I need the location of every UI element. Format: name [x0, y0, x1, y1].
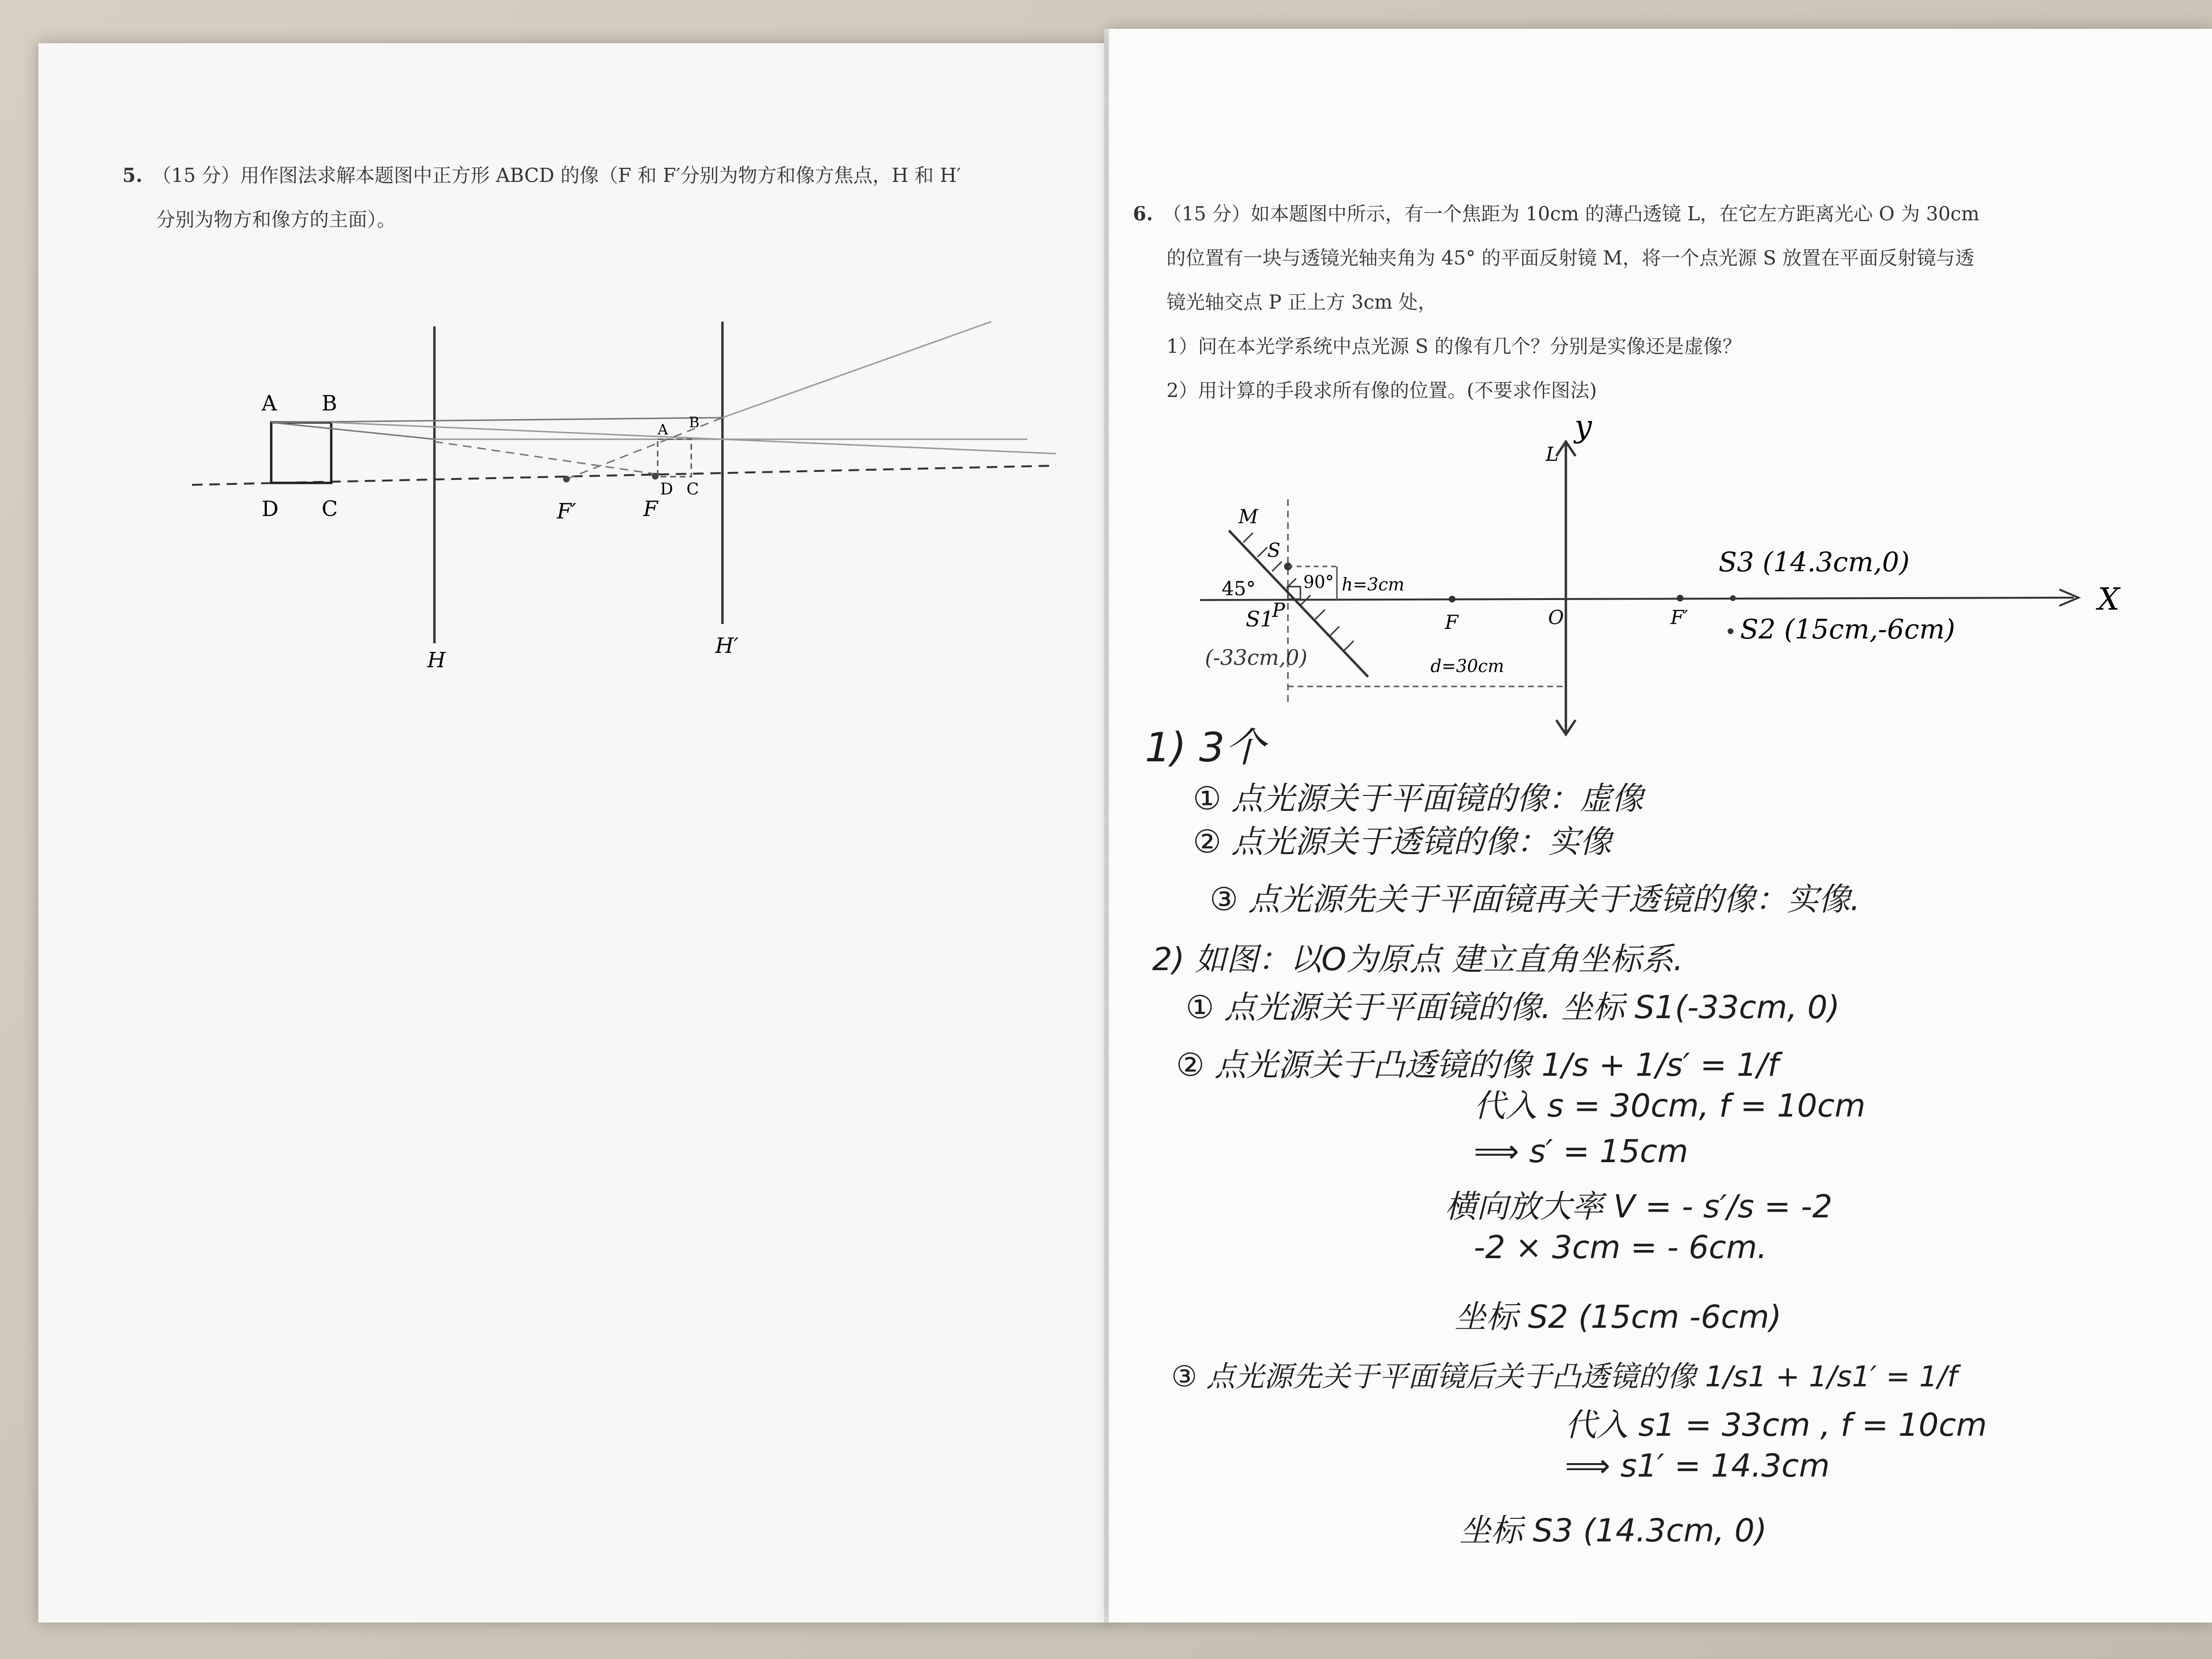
fig-Fp: F′	[1671, 607, 1688, 629]
answer-1b: ② 点光源关于透镜的像：实像	[1193, 823, 1612, 860]
q5-diagram	[182, 274, 1094, 706]
fig-x: X	[2098, 582, 2120, 617]
fig-S3: S3 (14.3cm,0)	[1719, 547, 1910, 578]
q5-line1: （15 分）用作图法求解本题图中正方形 ABCD 的像（F 和 F′分别为物方和像方焦点，H 和 H′	[152, 165, 961, 187]
answer-2b: ② 点光源关于凸透镜的像 1/s + 1/s′ = 1/f	[1176, 1046, 1779, 1083]
answer-2b-sub: 代入 s = 30cm, f = 10cm	[1474, 1087, 1866, 1124]
left-page	[38, 43, 1114, 1623]
fig-S2: S2 (15cm,-6cm)	[1740, 614, 1956, 645]
label-A2: A	[658, 421, 668, 438]
answer-2b-calc: -2 × 3cm = - 6cm.	[1474, 1229, 1767, 1266]
answer-2-title: 2) 如图：以O为原点 建立直角坐标系.	[1152, 941, 1683, 978]
q6-text	[1133, 192, 2189, 413]
label-Hp: H′	[715, 634, 739, 658]
q6-line2: 的位置有一块与透镜光轴夹角为 45° 的平面反射镜 M，将一个点光源 S 放置在平面反射镜与透	[1166, 247, 1974, 269]
answer-2c-coord: 坐标 S3 (14.3cm, 0)	[1459, 1512, 1767, 1549]
q5-number: 5.	[122, 164, 143, 187]
answer-2b-result: ⟹ s′ = 15cm	[1474, 1133, 1688, 1170]
answer-2a: ① 点光源关于平面镜的像. 坐标 S1(-33cm, 0)	[1186, 989, 1840, 1026]
fig-S1: S1	[1246, 607, 1274, 632]
q5-text	[122, 154, 1082, 242]
right-page	[1109, 29, 2212, 1623]
fig-P: P	[1272, 600, 1285, 622]
answer-2b-coord: 坐标 S2 (15cm -6cm)	[1455, 1298, 1782, 1335]
label-C2: C	[686, 480, 699, 499]
label-C: C	[322, 497, 338, 521]
fig-S1-coord: (-33cm,0)	[1205, 646, 1308, 670]
answer-1a: ① 点光源关于平面镜的像：虚像	[1193, 780, 1644, 817]
q6-number: 6.	[1133, 203, 1153, 225]
fig-y: y	[1575, 409, 1592, 445]
q5-line2: 分别为物方和像方的主面）。	[156, 209, 396, 231]
answer-1-title: 1) 3个	[1145, 724, 1265, 771]
label-B: B	[322, 391, 337, 416]
label-D2: D	[660, 480, 673, 499]
fig-d: d=30cm	[1431, 657, 1504, 676]
q6-line1: （15 分）如本题图中所示，有一个焦距为 10cm 的薄凸透镜 L，在它左方距离光心 O 为 30cm	[1162, 203, 1980, 225]
fig-M: M	[1238, 506, 1258, 528]
q6-sub2: 2）用计算的手段求所有像的位置。(不要求作图法)	[1166, 380, 1597, 402]
answer-2c-result: ⟹ s1′ = 14.3cm	[1565, 1447, 1830, 1484]
fig-h: h=3cm	[1342, 575, 1405, 595]
fig-L: L	[1546, 444, 1559, 466]
answer-2b-mag: 横向放大率 V = - s′/s = -2	[1445, 1188, 1833, 1225]
label-A: A	[262, 391, 277, 416]
answer-2c: ③ 点光源先关于平面镜后关于凸透镜的像 1/s1 + 1/s1′ = 1/f	[1171, 1360, 1958, 1394]
q6-diagram	[1176, 398, 2199, 744]
answer-1c: ③ 点光源先关于平面镜再关于透镜的像：实像.	[1210, 881, 1861, 918]
label-Fp: F′	[557, 499, 577, 524]
fig-O: O	[1548, 607, 1564, 629]
label-H: H	[427, 648, 446, 673]
label-B2: B	[689, 414, 700, 431]
fig-S: S	[1267, 540, 1281, 562]
answer-2c-sub: 代入 s1 = 33cm , f = 10cm	[1565, 1407, 1987, 1443]
fig-F: F	[1445, 612, 1458, 634]
fig-angle90: 90°	[1303, 573, 1334, 592]
q6-sub1: 1）问在本光学系统中点光源 S 的像有几个？分别是实像还是虚像？	[1166, 336, 1742, 358]
label-F: F	[643, 497, 658, 521]
fig-angle45: 45°	[1222, 578, 1256, 600]
q6-line3: 镜光轴交点 P 正上方 3cm 处，	[1166, 291, 1437, 313]
label-D: D	[262, 497, 279, 521]
